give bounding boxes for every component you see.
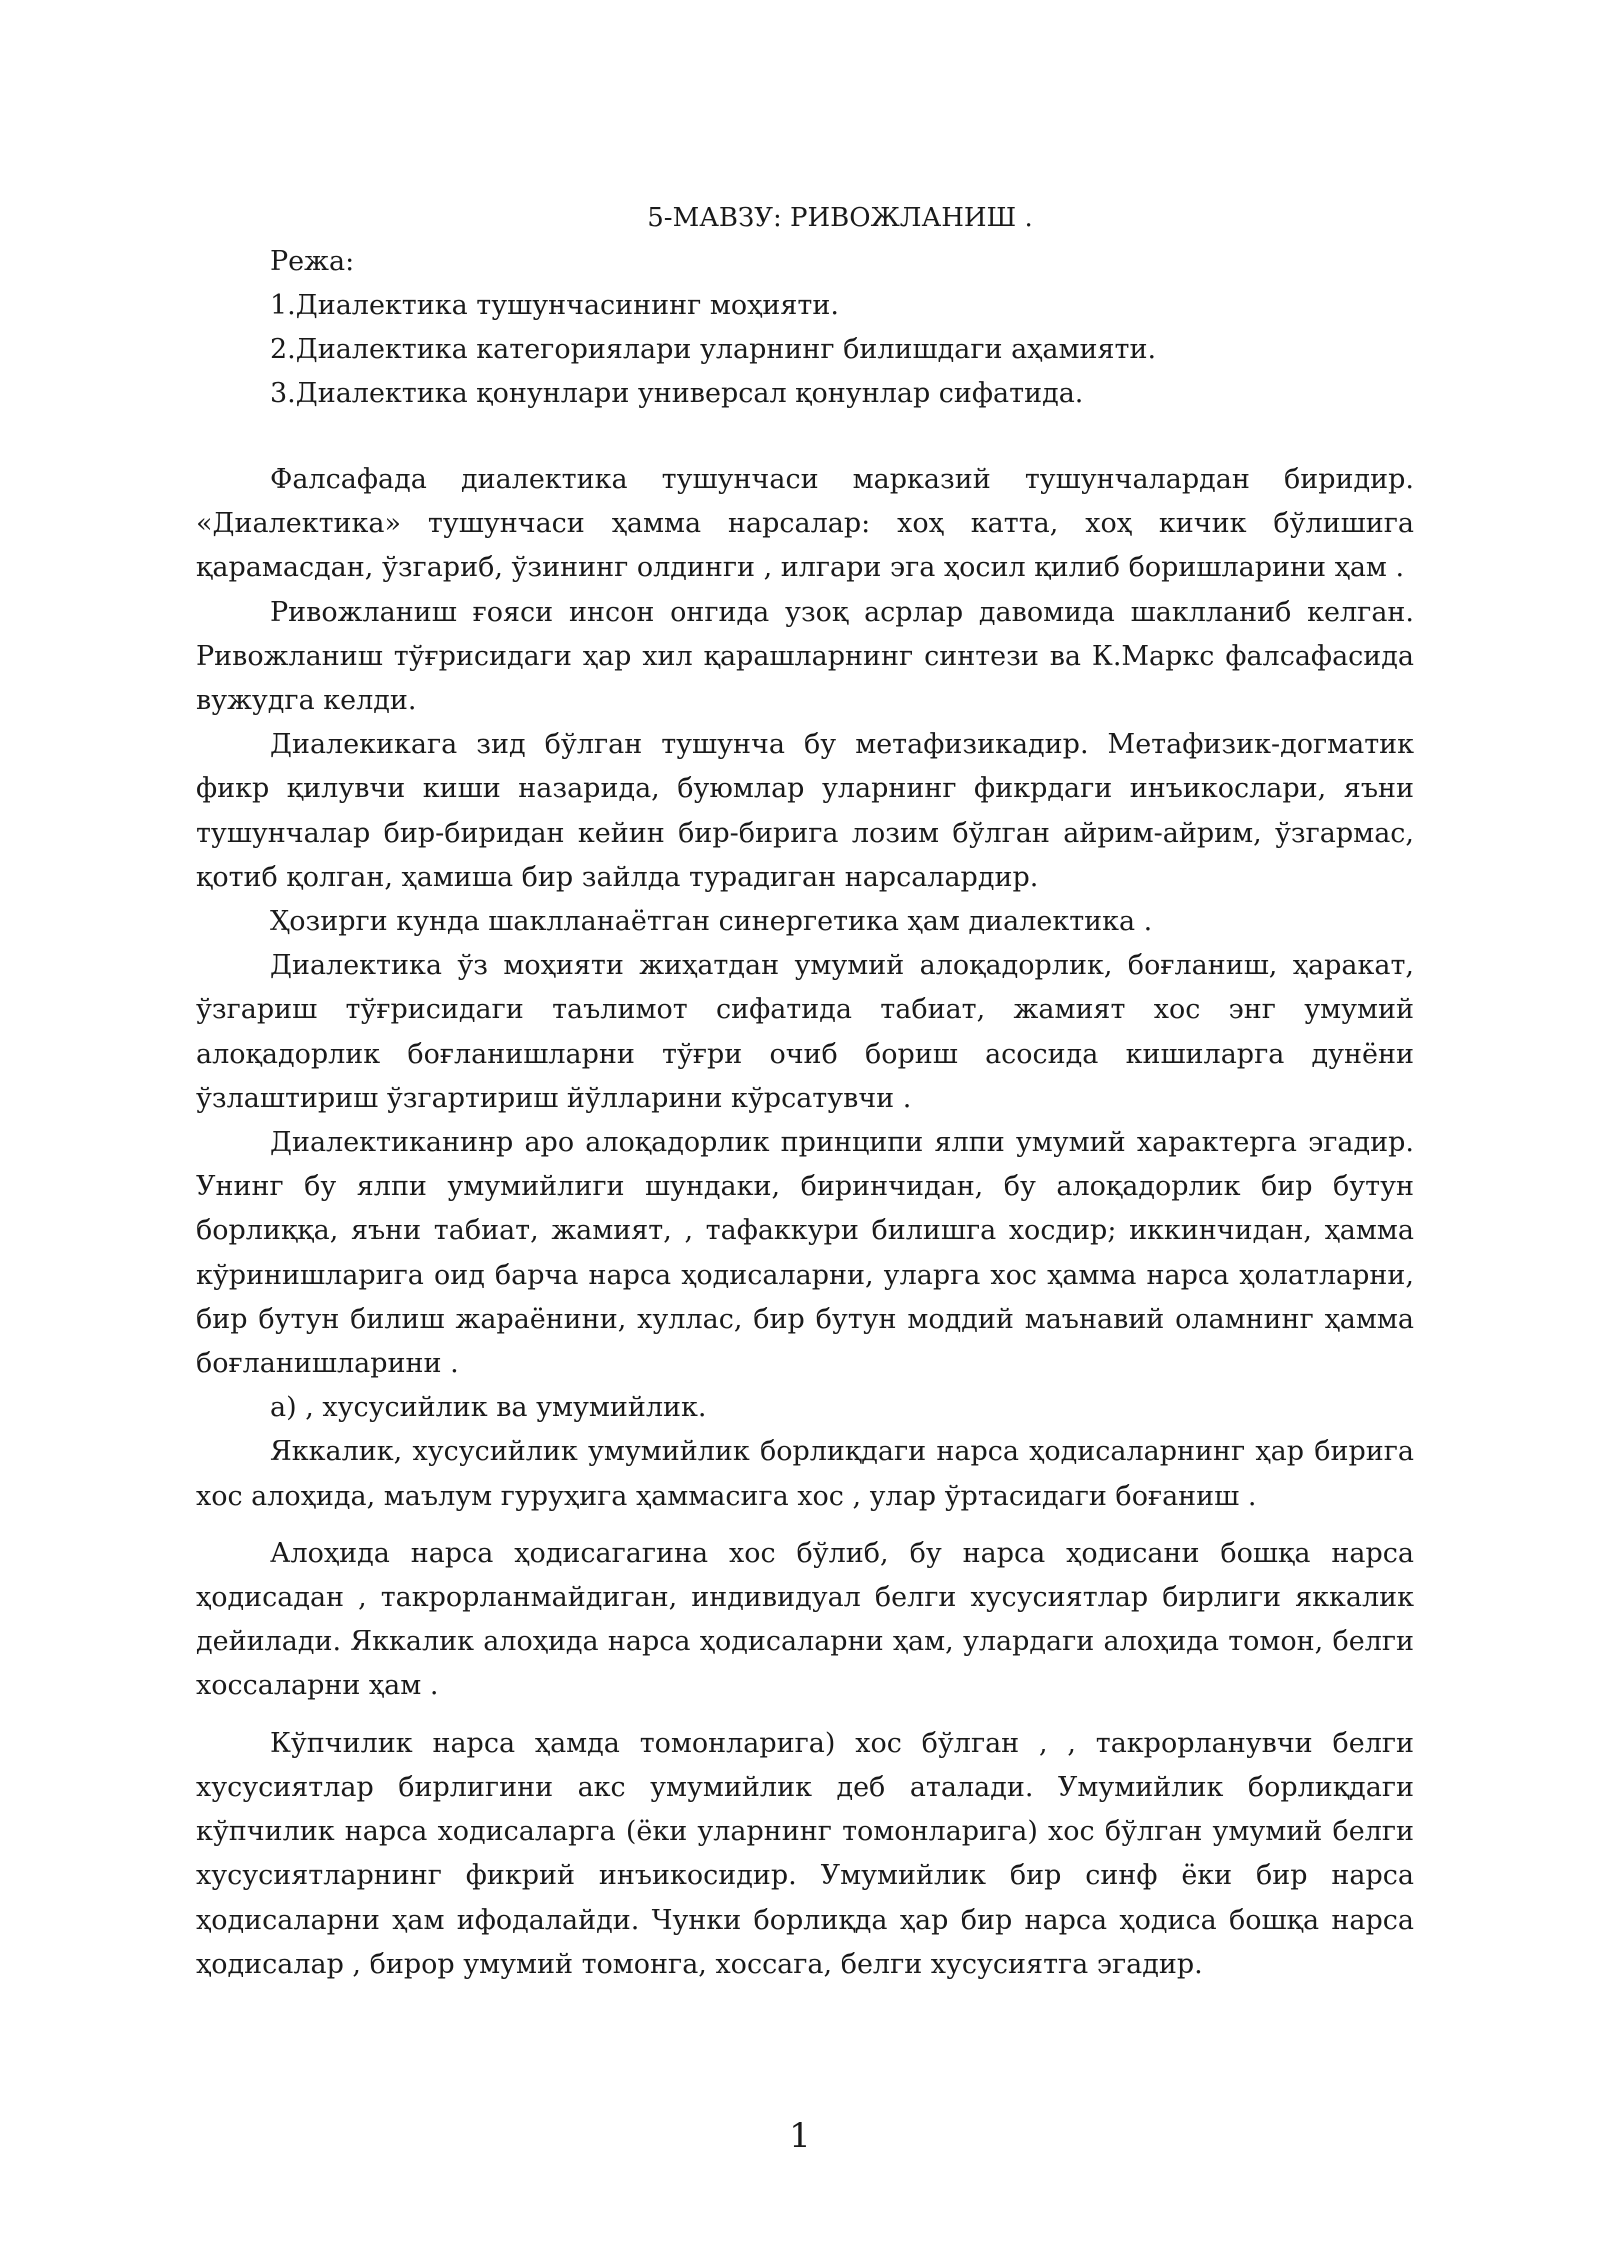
paragraph: Яккалик, хусусийлик умумийлик борлиқдаги нарса ҳодисаларнинг ҳар бирига хос алоҳида, маълум гуруҳига ҳаммасига хос , улар ўртасидаги боғаниш . [196, 1436, 1414, 1512]
plan-block [270, 240, 1156, 416]
document-title: 5-МАВЗУ: РИВОЖЛАНИШ . [647, 203, 1033, 233]
plan-item: 1.Диалектика тушунчасининг моҳияти. [270, 290, 839, 321]
paragraph: Диалектика ўз моҳияти жиҳатдан умумий алоқадорлик, боғланиш, ҳаракат, ўзгариш тўғрисидаги таълимот сифатида табиат, жамият хос энг умумий алоқадорлик боғланишларни тўғри очиб бориш асосида кишиларга дунёни ўзлаштириш ўзгартириш йўлларини кўрсатувчи . [196, 950, 1414, 1114]
plan-item: 3.Диалектика қонунлари универсал қонунлар сифатида. [270, 378, 1084, 409]
paragraph: Фалсафада диалектика тушунчаси марказий тушунчалардан биридир. «Диалектика» тушунчаси ҳамма нарсалар: хоҳ катта, хоҳ кичик бўлишига қарамасдан, ўзгариб, ўзининг олдинги , илгари эга ҳосил қилиб боришларини ҳам . [196, 464, 1414, 584]
body-text [196, 458, 1414, 1987]
paragraph: Ривожланиш ғояси инсон онгида узоқ асрлар давомида шаклланиб келган. Ривожланиш тўғрисидаги ҳар хил қарашларнинг синтези ва К.Маркс фалсафасида вужудга келди. [196, 596, 1414, 717]
paragraph: Диалекикага зид бўлган тушунча бу метафизикадир. Метафизик-догматик фикр қилувчи киши назарида, буюмлар уларнинг фикрдаги инъикослари, яъни тушунчалар бир-биридан кейин бир-бирига лозим бўлган айрим-айрим, ўзгармас, қотиб қолган, ҳамиша бир зайлда турадиган нарсалардир. [196, 729, 1414, 893]
paragraph: Алоҳида нарса ҳодисагагина хос бўлиб, бу нарса ҳодисани бошқа нарса ҳодисадан , такрорланмайдиган, индивидуал белги хусусиятлар бирлиги яккалик дейилади. Яккалик алоҳида нарса ҳодисаларни ҳам, улардаги алоҳида томон, белги хоссаларни ҳам . [196, 1537, 1414, 1702]
paragraph: Ҳозирги кунда шаклланаётган синергетика ҳам диалектика . [270, 906, 1153, 938]
paragraph: Кўпчилик нарса ҳамда томонларига) хос бўлган , , такрорланувчи белги хусусиятлар бирлигини акс умумийлик деб аталади. Умумийлик борлиқдаги кўпчилик нарса ходисаларга (ёки уларнинг томонларига) хос бўлган умумий белги хусусиятларнинг фикрий инъикосидир. Умумийлик бир синф ёки бир нарса ҳодисаларни ҳам ифодалайди. Чунки борлиқда ҳар бир нарса ҳодиса бошқа нарса ҳодисалар , бирор умумий томонга, хоссага, белги хусусиятга эгадир. [196, 1727, 1414, 1980]
page-number: 1 [789, 2116, 811, 2156]
paragraph: а) , хусусийлик ва умумийлик. [270, 1392, 707, 1424]
paragraph: Диалектиканинр аро алоқадорлик принципи ялпи умумий характерга эгадир. Унинг бу ялпи умумийлиги шундаки, биринчидан, бу алоқадорлик бир бутун борлиққа, яъни табиат, жамият, , тафаккури билишга хосдир; иккинчидан, ҳамма кўринишларига оид барча нарса ҳодисаларни, уларга хос ҳамма нарса ҳолатларни, бир бутун билиш жараёнини, хуллас, бир бутун моддий маънавий оламнинг ҳамма боғланишларини . [196, 1127, 1414, 1380]
plan-heading: Режа: [270, 246, 355, 277]
plan-item: 2.Диалектика категориялари уларнинг билишдаги аҳамияти. [270, 334, 1157, 365]
